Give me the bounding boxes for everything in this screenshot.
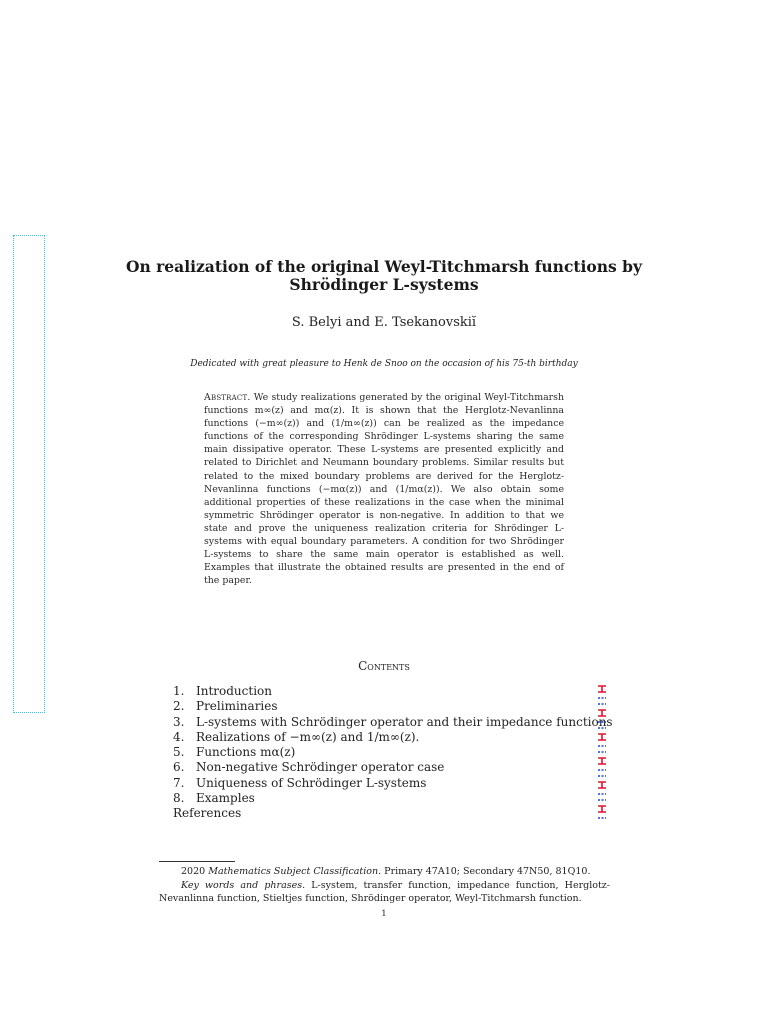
toc-item[interactable]: [173, 745, 613, 760]
title-line-2: Shrödinger L-systems: [289, 275, 479, 294]
footnote-rule: [159, 861, 235, 862]
toc-label: Uniqueness of Schrödinger L-systems: [196, 775, 427, 790]
margin-frame: [13, 235, 45, 713]
footnote-msc: [181, 866, 590, 877]
paper-title: [0, 258, 768, 294]
toc-number: 3.: [173, 714, 185, 729]
footnote-keywords-value: L-system, transfer function, impedance function, Herglotz-Nevanlinna function, Stieltjes function, Shrödinger operator, Weyl-Titchmarsh function.: [159, 880, 610, 904]
toc-label: Introduction: [196, 684, 272, 698]
footnote-keywords: [159, 879, 610, 905]
toc-label: Preliminaries: [196, 699, 278, 714]
toc-label: Functions mα(z): [196, 745, 296, 760]
toc-item[interactable]: [173, 684, 613, 699]
dedication: Dedicated with great pleasure to Henk de Snoo on the occasion of his 75-th birthday: [190, 359, 578, 369]
toc-item[interactable]: [173, 776, 613, 791]
authors: S. Belyi and E. Tsekanovskiĭ: [291, 315, 477, 330]
footnote-keywords-label: Key words and phrases.: [181, 880, 306, 891]
toc-label: L-systems with Schrödinger operator and their impedance functions: [196, 714, 613, 729]
toc-item[interactable]: [173, 760, 613, 775]
footnote-msc-value: Primary 47A10; Secondary 47N50, 81Q10.: [384, 866, 591, 877]
table-of-contents: [173, 684, 613, 806]
toc-item[interactable]: [173, 699, 613, 714]
abstract: [204, 391, 564, 587]
toc-label: Non-negative Schrödinger operator case: [196, 760, 445, 775]
toc-number: 7.: [173, 775, 185, 790]
toc-number: 8.: [173, 791, 185, 806]
toc-number: 5.: [173, 745, 185, 760]
page-number: 1: [381, 909, 387, 919]
abstract-text: We study realizations generated by the original Weyl-Titchmarsh functions m∞(z) and mα(z). It is shown that the Herglotz-Nevanlinna functions (−m∞(z)) and (1/m∞(z)) can be realized as the impedance functions of the corresponding Shrödinger L-systems sharing the same main dissipative operator. These L-systems are presented explicitly and related to Dirichlet and Neumann boundary problems. Similar results but related to the mixed boundary problems are derived for the Herglotz-Nevanlinna functions (−mα(z)) and (1/mα(z)). We also obtain some additional properties of these realizations in the case when the minimal symmetric Shrödinger operator is non-negative. In addition to that we state and prove the uniqueness realization criteria for Shrödinger L-systems with equal boundary parameters. A condition for two Shrödinger L-systems to share the same main operator is established as well. Examples that illustrate the obtained results are presented in the end of the paper.: [204, 392, 565, 587]
footnote-msc-year: 2020: [181, 866, 206, 877]
toc-label: Realizations of −m∞(z) and 1/m∞(z).: [196, 729, 420, 744]
toc-item[interactable]: [173, 715, 613, 730]
contents-heading: Contents: [358, 659, 410, 673]
abstract-label: Abstract.: [204, 392, 251, 403]
toc-item[interactable]: [173, 730, 613, 745]
toc-number: 4.: [173, 729, 185, 744]
toc-label: Examples: [196, 791, 255, 806]
footnote-msc-label: Mathematics Subject Classification.: [208, 866, 382, 877]
toc-number: 6.: [173, 760, 185, 775]
arxiv-stamp: [596, 684, 608, 824]
title-line-1: On realization of the original Weyl-Titchmarsh functions by: [125, 257, 643, 276]
toc-number: 2.: [173, 699, 185, 714]
toc-references[interactable]: References: [173, 806, 242, 820]
toc-number: 1.: [173, 684, 185, 698]
toc-item[interactable]: [173, 791, 613, 806]
